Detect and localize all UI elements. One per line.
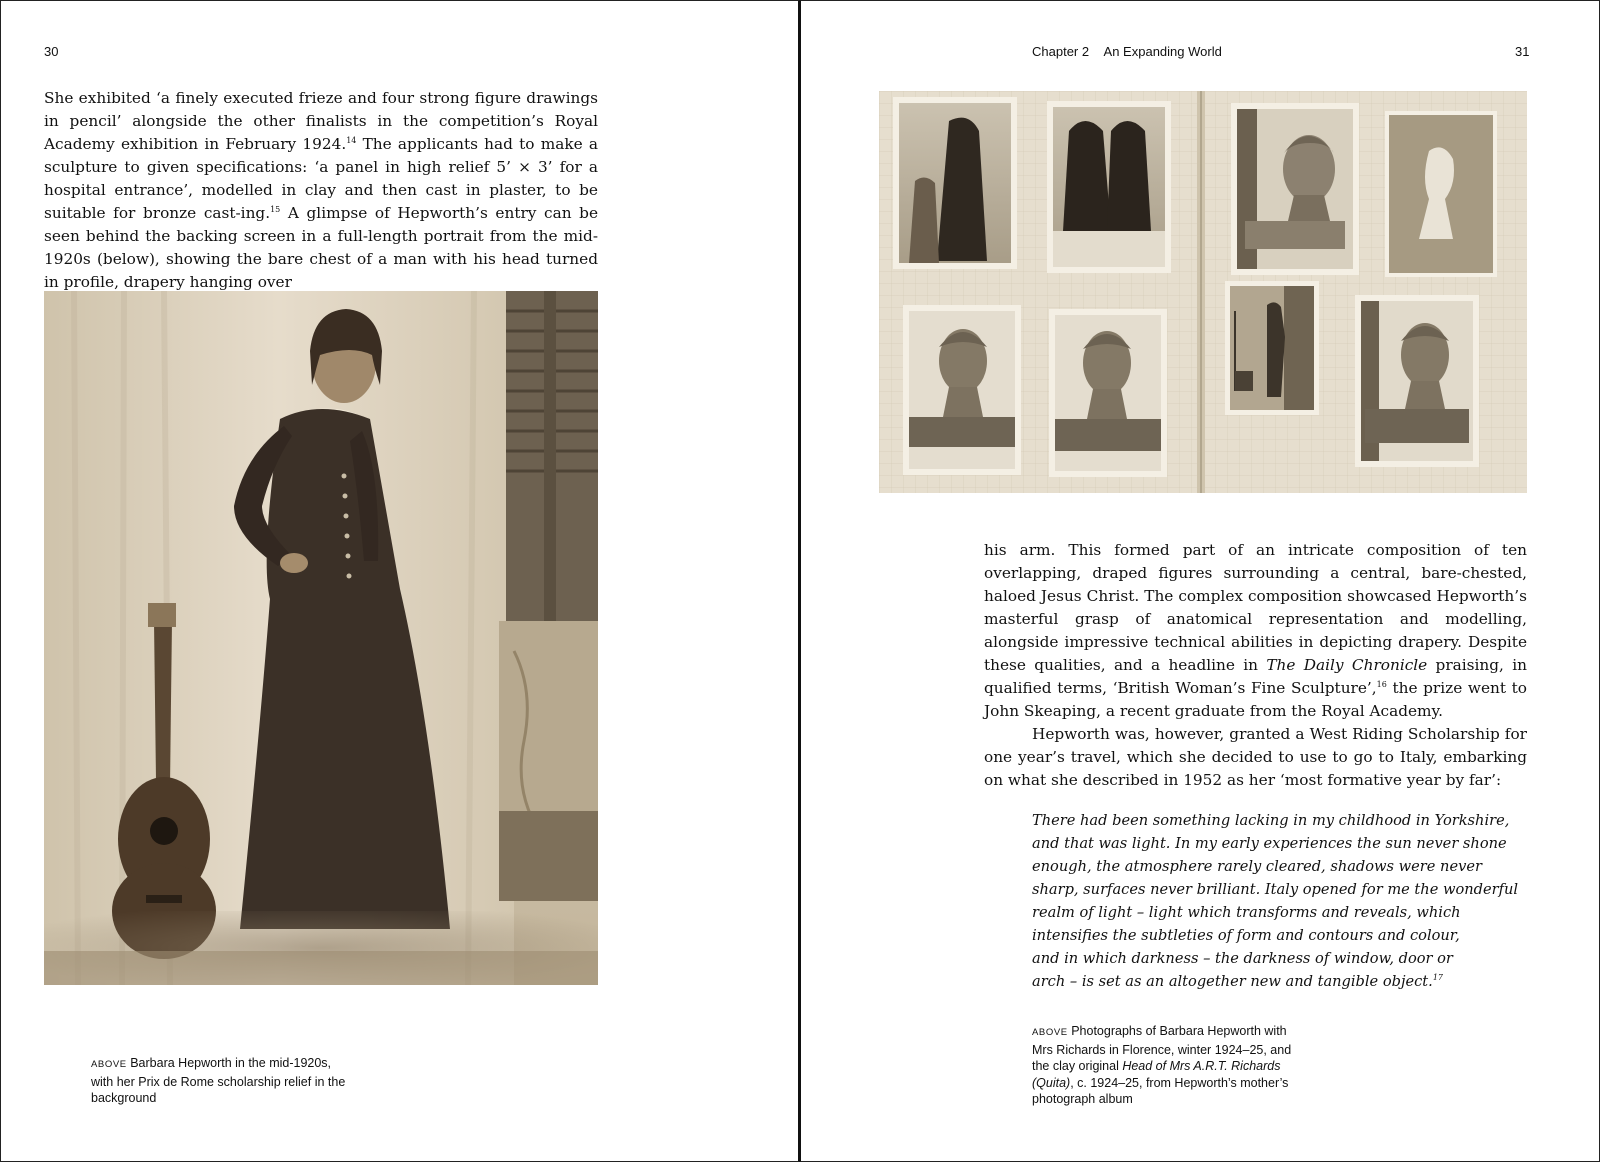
artwork-title: Head of Mrs A.R.T. Richards (Quita) [1032, 1059, 1281, 1090]
photo-caption: ABOVE Photographs of Barbara Hepworth with Mrs Richards in Florence, winter 1924–25, and the clay original Head of Mrs A.R.T. Richards (Quita), c. 1924–25, from Hepworth’s mother’s photograph album [1032, 1024, 1292, 1106]
footnote-ref[interactable]: 16 [1376, 679, 1387, 689]
publication-title: The Daily Chronicle [1266, 656, 1428, 674]
footnote-ref[interactable]: 14 [346, 135, 357, 145]
running-head-title: An Expanding World [1103, 44, 1222, 59]
photo-caption: ABOVE Barbara Hepworth in the mid-1920s, with her Prix de Rome scholarship relief in the background [91, 1056, 346, 1105]
quote-line: There had been something lacking in my childhood in Yorkshire, [1032, 812, 1510, 829]
right-page [800, 0, 1600, 1162]
body-paragraph: She exhibited ‘a finely executed frieze and four strong figure drawings in pencil’ alongside the other finalists in the competition’s Royal Academy exhibition in February 1924.14 The applicants had to make a sculpture to given specifications: ‘a panel in high relief 5’ × 3’ for a hospital entrance’, modelled in clay and then cast in plaster, to be suitable for bronze cast-ing.$^{15}$ A glimpse of Hepworth’s entry can be seen behind the backing screen in a full-length portrait from the mid-1920s (below), showing the bare chest of a man with his head turned in profile, drapery hanging over [44, 89, 599, 291]
body-paragraph-2: Hepworth was, however, granted a West Riding Scholarship for one year’s travel, which she decided to use to go to Italy, embarking on what she described in 1952 as her ‘most formative year by far’: [984, 725, 1527, 789]
left-page [0, 0, 800, 1162]
footnote-ref[interactable]: 15 [270, 204, 281, 214]
quote-line: and in which darkness – the darkness of window, door or [1032, 950, 1453, 967]
photograph-album-spread [879, 91, 1527, 493]
quote-line: intensifies the subtleties of form and contours and colour, [1032, 927, 1460, 944]
caption-label: ABOVE [1032, 1027, 1068, 1038]
quote-line: realm of light – light which transforms and reveals, which [1032, 904, 1461, 921]
quote-line: arch – is set as an altogether new and tangible object.$^{17}$ [1032, 973, 1443, 990]
footnote-ref[interactable]: 17 [1432, 973, 1443, 983]
page-number: 31 [1515, 44, 1530, 59]
running-head [1032, 44, 1222, 59]
block-quote [1032, 809, 1532, 993]
portrait-photograph [44, 291, 598, 985]
quote-line: and that was light. In my early experiences the sun never shone [1032, 835, 1507, 852]
running-head-chapter: Chapter 2 [1032, 44, 1090, 59]
body-paragraph: his arm. This formed part of an intricate composition of ten overlapping, draped figures surrounding a central, bare-chested, haloed Jesus Christ. The complex composition showcased Hepworth’s masterful grasp of anatomical representation and modelling, alongside impressive technical abilities in depicting drapery. Despite these qualities, and a headline in The Daily Chronicle praising, in qualified terms, ‘British Woman’s Fine Sculpture’,$^{16}$ the prize went to John Skeaping, a recent graduate from the Royal Academy. Hepworth was, however, granted a West Riding Scholarship for one year’s travel, which she decided to use to go to Italy, embarking on what she described in 1952 as her ‘most formative year by far’: [984, 539, 1527, 792]
quote-line: enough, the atmosphere rarely cleared, shadows were never [1032, 858, 1482, 875]
quote-line: sharp, surfaces never brilliant. Italy opened for me the wonderful [1032, 881, 1519, 898]
page-number: 30 [44, 44, 59, 59]
caption-label: ABOVE [91, 1059, 127, 1070]
